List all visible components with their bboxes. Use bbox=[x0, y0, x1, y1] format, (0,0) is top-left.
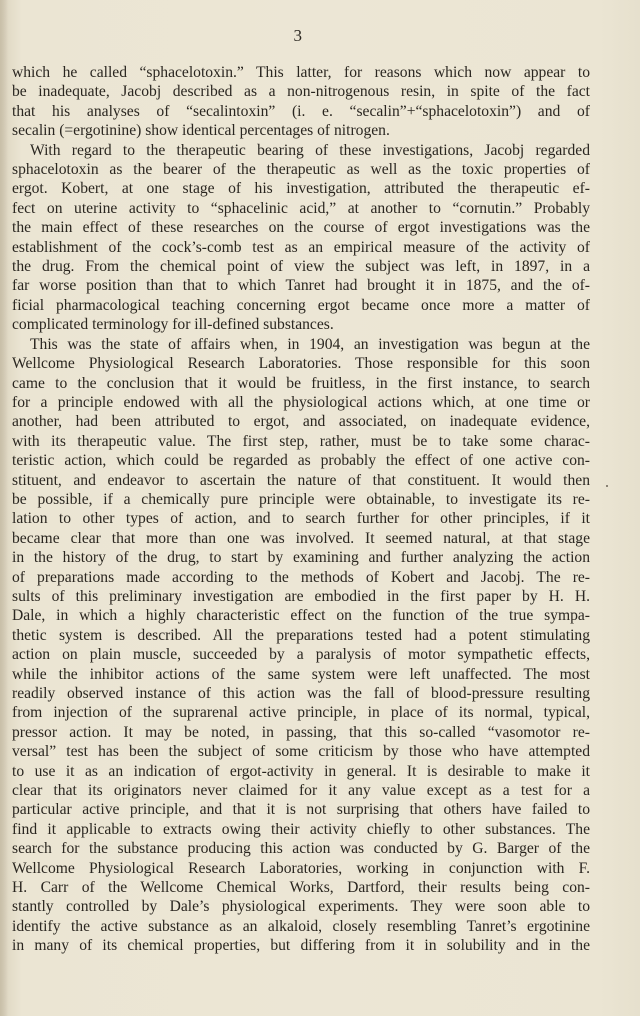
text-line: With regard to the therapeutic bearing of these investigations, Jacobj regarded bbox=[30, 141, 590, 159]
text-line: ficial pharmacological teaching concerning ergot became once more a matter of bbox=[12, 296, 590, 314]
text-line: ergot. Kobert, at one stage of his investigation, attributed the therapeutic ef- bbox=[12, 180, 590, 198]
text-line: H. Carr of the Wellcome Chemical Works, Dartford, their results being con- bbox=[12, 879, 590, 897]
text-line: versal” test has been the subject of some criticism by those who have attempted bbox=[12, 743, 590, 761]
text-line: identify the active substance as an alkaloid, closely resembling Tanret’s ergotinine bbox=[12, 917, 590, 935]
text-line: became clear that more than one was involved. It seemed natural, at that stage bbox=[12, 529, 590, 547]
text-line: for a principle endowed with all the physiological actions which, at one time or bbox=[12, 393, 590, 411]
text-line: readily observed instance of this action was the fall of blood-pressure resulting bbox=[12, 685, 590, 702]
text-line: Dale, in which a highly characteristic effect on the function of the true sympa- bbox=[12, 607, 590, 625]
text-line: This was the state of affairs when, in 1904, an investigation was begun at the bbox=[30, 335, 590, 353]
page-number: 3 bbox=[293, 26, 303, 45]
text-line: in the history of the drug, to start by examining and further analyzing the action bbox=[12, 549, 590, 567]
text-line: sults of this preliminary investigation are embodied in the first paper by H. H. bbox=[12, 587, 590, 605]
text-line: clear that its originators never claimed for it any value except as a test for a bbox=[12, 782, 590, 800]
text-line: be inadequate, Jacobj described as a non-nitrogenous resin, in spite of the fact bbox=[12, 83, 590, 101]
text-line: sphacelotoxin as the bearer of the therapeutic as well as the toxic properties of bbox=[12, 161, 590, 179]
text-line: the drug. From the chemical point of view the subject was left, in 1897, in a bbox=[12, 258, 590, 276]
text-line: search for the substance producing this action was conducted by G. Barger of the bbox=[12, 840, 590, 858]
text-line: came to the conclusion that it would be fruitless, in the first instance, to search bbox=[12, 374, 590, 392]
text-line: in many of its chemical properties, but differing from it in solubility and in the bbox=[12, 937, 590, 955]
text-line: fect on uterine activity to “sphacelinic acid,” at another to “cornutin.” Probably bbox=[12, 199, 590, 217]
text-line: the main effect of these researches on the course of ergot investigations was the bbox=[12, 219, 590, 237]
text-line: Wellcome Physiological Research Laboratories, working in conjunction with F. bbox=[12, 859, 590, 877]
text-line: far worse position than that to which Tanret had brought it in 1875, and the of- bbox=[12, 277, 590, 295]
text-line: to use it as an indication of ergot-activity in general. It is desirable to make it bbox=[12, 762, 590, 780]
text-line: of preparations made according to the methods of Kobert and Jacobj. The re- bbox=[12, 568, 590, 586]
ink-speck bbox=[606, 485, 608, 487]
text-line: Wellcome Physiological Research Laboratories. Those responsible for this soon bbox=[12, 355, 590, 373]
text-line: secalin (=ergotinine) show identical percentages of nitrogen. bbox=[12, 122, 390, 140]
text-line: teristic action, which could be regarded as probably the effect of one active con- bbox=[12, 452, 590, 470]
text-line: while the inhibitor actions of the same system were left unaffected. The most bbox=[12, 665, 590, 683]
body-text bbox=[12, 63, 590, 956]
text-line: which he called “sphacelotoxin.” This latter, for reasons which now appear to bbox=[12, 64, 590, 81]
text-line: find it applicable to extracts owing their activity chiefly to other substances. The bbox=[12, 820, 590, 838]
text-line: with its therapeutic value. The first step, rather, must be to take some charac- bbox=[12, 432, 590, 450]
text-line: complicated terminology for ill-defined substances. bbox=[12, 316, 334, 334]
text-line: from injection of the suprarenal active principle, in place of its normal, typical, bbox=[12, 704, 590, 722]
text-line: stituent, and endeavor to ascertain the nature of that constituent. It would then bbox=[12, 471, 590, 489]
text-line: pressor action. It may be noted, in passing, that this so-called “vasomotor re- bbox=[12, 723, 590, 741]
text-line: thetic system is described. All the preparations tested had a potent stimulating bbox=[12, 626, 590, 644]
text-line: another, had been attributed to ergot, and associated, on inadequate evidence, bbox=[12, 413, 590, 431]
binding-shadow bbox=[0, 0, 8, 1016]
text-line: action on plain muscle, succeeded by a paralysis of motor sympathetic effects, bbox=[12, 646, 590, 664]
text-line: be possible, if a chemically pure principle were obtainable, to investigate its re- bbox=[12, 490, 590, 508]
text-line: stantly controlled by Dale’s physiological experiments. They were soon able to bbox=[12, 898, 590, 916]
text-line: lation to other types of action, and to search further for other principles, if it bbox=[12, 510, 590, 528]
text-line: establishment of the cock’s-comb test as an empirical measure of the activity of bbox=[12, 238, 590, 256]
text-line: that his analyses of “secalintoxin” (i. e. “secalin”+“sphacelotoxin”) and of bbox=[12, 102, 590, 120]
text-line: particular active principle, and that it is not surprising that others have failed to bbox=[12, 801, 590, 819]
